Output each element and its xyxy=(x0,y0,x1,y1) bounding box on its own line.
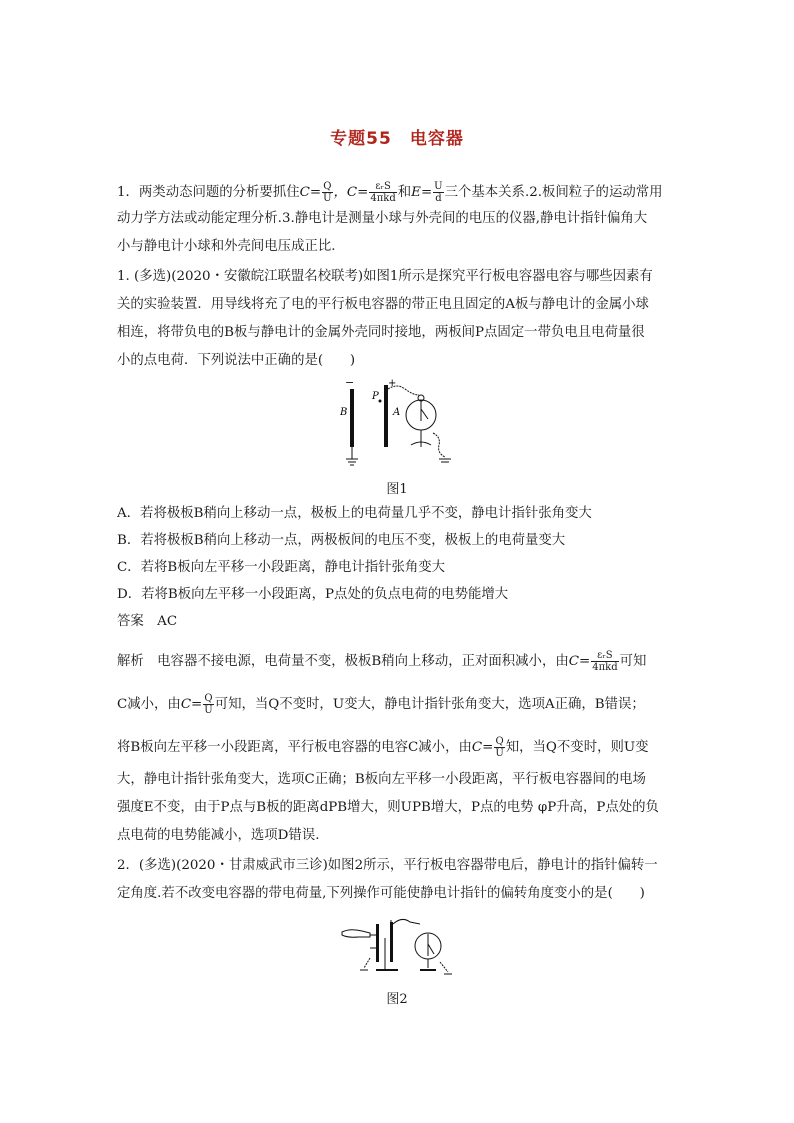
analysis-line-1: 解析 电容器不接电源，电荷量不变，极板B稍向上移动，正对面积减小，由C= $\frac{\text{εᵣS}}{\text{4πkd}}$ 可知 xyxy=(117,650,647,673)
fraction-q-over-u: $\frac{Q}{U}$ xyxy=(323,181,332,204)
fraction-u-over-d: $\frac{U}{d}$ xyxy=(434,181,443,204)
q2-line-2: 定角度.若不改变电容器的带电荷量,下列操作可能使静电计指针的偏转角度变小的是( ) xyxy=(117,886,645,901)
page-title: 专题55 电容器 xyxy=(330,129,464,149)
svg-text:A: A xyxy=(393,407,401,418)
figure-1-caption: 图1 xyxy=(386,482,408,497)
analysis-line-2: C减小，由C= $\frac{Q}{U}$ 可知，当Q不变时，U变大，静电计指针张角变大，选项A正确，B错误； xyxy=(117,693,645,716)
fraction-capacitance: $\frac{\text{εᵣS}}{\text{4πkd}}$ xyxy=(370,181,396,204)
svg-text:+: + xyxy=(388,378,397,389)
svg-text:B: B xyxy=(340,407,348,418)
figure-2-electrometer-diagram xyxy=(340,918,460,978)
q1-line-4: 小的点电荷．下列说法中正确的是( ) xyxy=(117,353,356,368)
q2-line-1: 2．(多选)(2020・甘肃威武市三诊)如图2所示，平行板电容器带电后，静电计的指针偏转一 xyxy=(117,858,658,873)
intro-line-2: 动力学方法或动能定理分析.3.静电计是测量小球与外壳间的电压的仪器,静电计指针偏角大 xyxy=(117,211,648,226)
q1-option-c: C．若将B板向左平移一小段距离，静电计指针张角变大 xyxy=(117,560,446,575)
svg-text:−: − xyxy=(345,376,355,389)
q1-line-2: 关的实验装置．用导线将充了电的平行板电容器的带正电且固定的A板与静电计的金属小球 xyxy=(117,297,649,312)
q1-option-b: B．若将极板B稍向上移动一点，两极板间的电压不变，极板上的电荷量变大 xyxy=(117,533,566,548)
analysis-line-6: 点电荷的电势能减小，选项D错误. xyxy=(117,828,320,843)
svg-text:P: P xyxy=(372,391,379,402)
figure-1-capacitor-diagram xyxy=(335,375,465,470)
q1-line-1: 1. (多选)(2020・安徽皖江联盟名校联考)如图1所示是探究平行板电容器电容与哪些因素有 xyxy=(117,269,653,284)
intro-line-1: 1．两类动态问题的分析要抓住C= $\frac{Q}{U}$ ，C= $\frac{\text{εᵣS}}{\text{4πkd}}$ 和E= $\frac{U}{d}$ 三个基本关系.2.板间粒子的运动常用 xyxy=(117,181,663,204)
q1-option-a: A．若将极板B稍向上移动一点，极板上的电荷量几乎不变，静电计指针张角变大 xyxy=(117,506,592,521)
analysis-line-3: 将B板向左平移一小段距离，平行板电容器的电容C减小，由C= $\frac{Q}{U}$ 知，当Q不变时，则U变 xyxy=(117,736,649,759)
q1-line-3: 相连，将带负电的B板与静电计的金属外壳同时接地，两板间P点固定一带负电且电荷量很 xyxy=(117,325,645,340)
q1-option-d: D．若将B板向左平移一小段距离，P点处的负点电荷的电势能增大 xyxy=(117,587,509,602)
analysis-line-5: 强度E不变，由于P点与B板的距离dPB增大，则UPB增大，P点的电势 φP升高，P点处的负 xyxy=(117,800,659,815)
q1-answer: 答案 AC xyxy=(117,614,178,629)
intro-line-3: 小与静电计小球和外壳间电压成正比. xyxy=(117,239,336,254)
figure-2-caption: 图2 xyxy=(386,992,408,1007)
analysis-line-4: 大，静电计指针张角变大，选项C正确；B板向左平移一小段距离，平行板电容器间的电场 xyxy=(117,772,646,787)
